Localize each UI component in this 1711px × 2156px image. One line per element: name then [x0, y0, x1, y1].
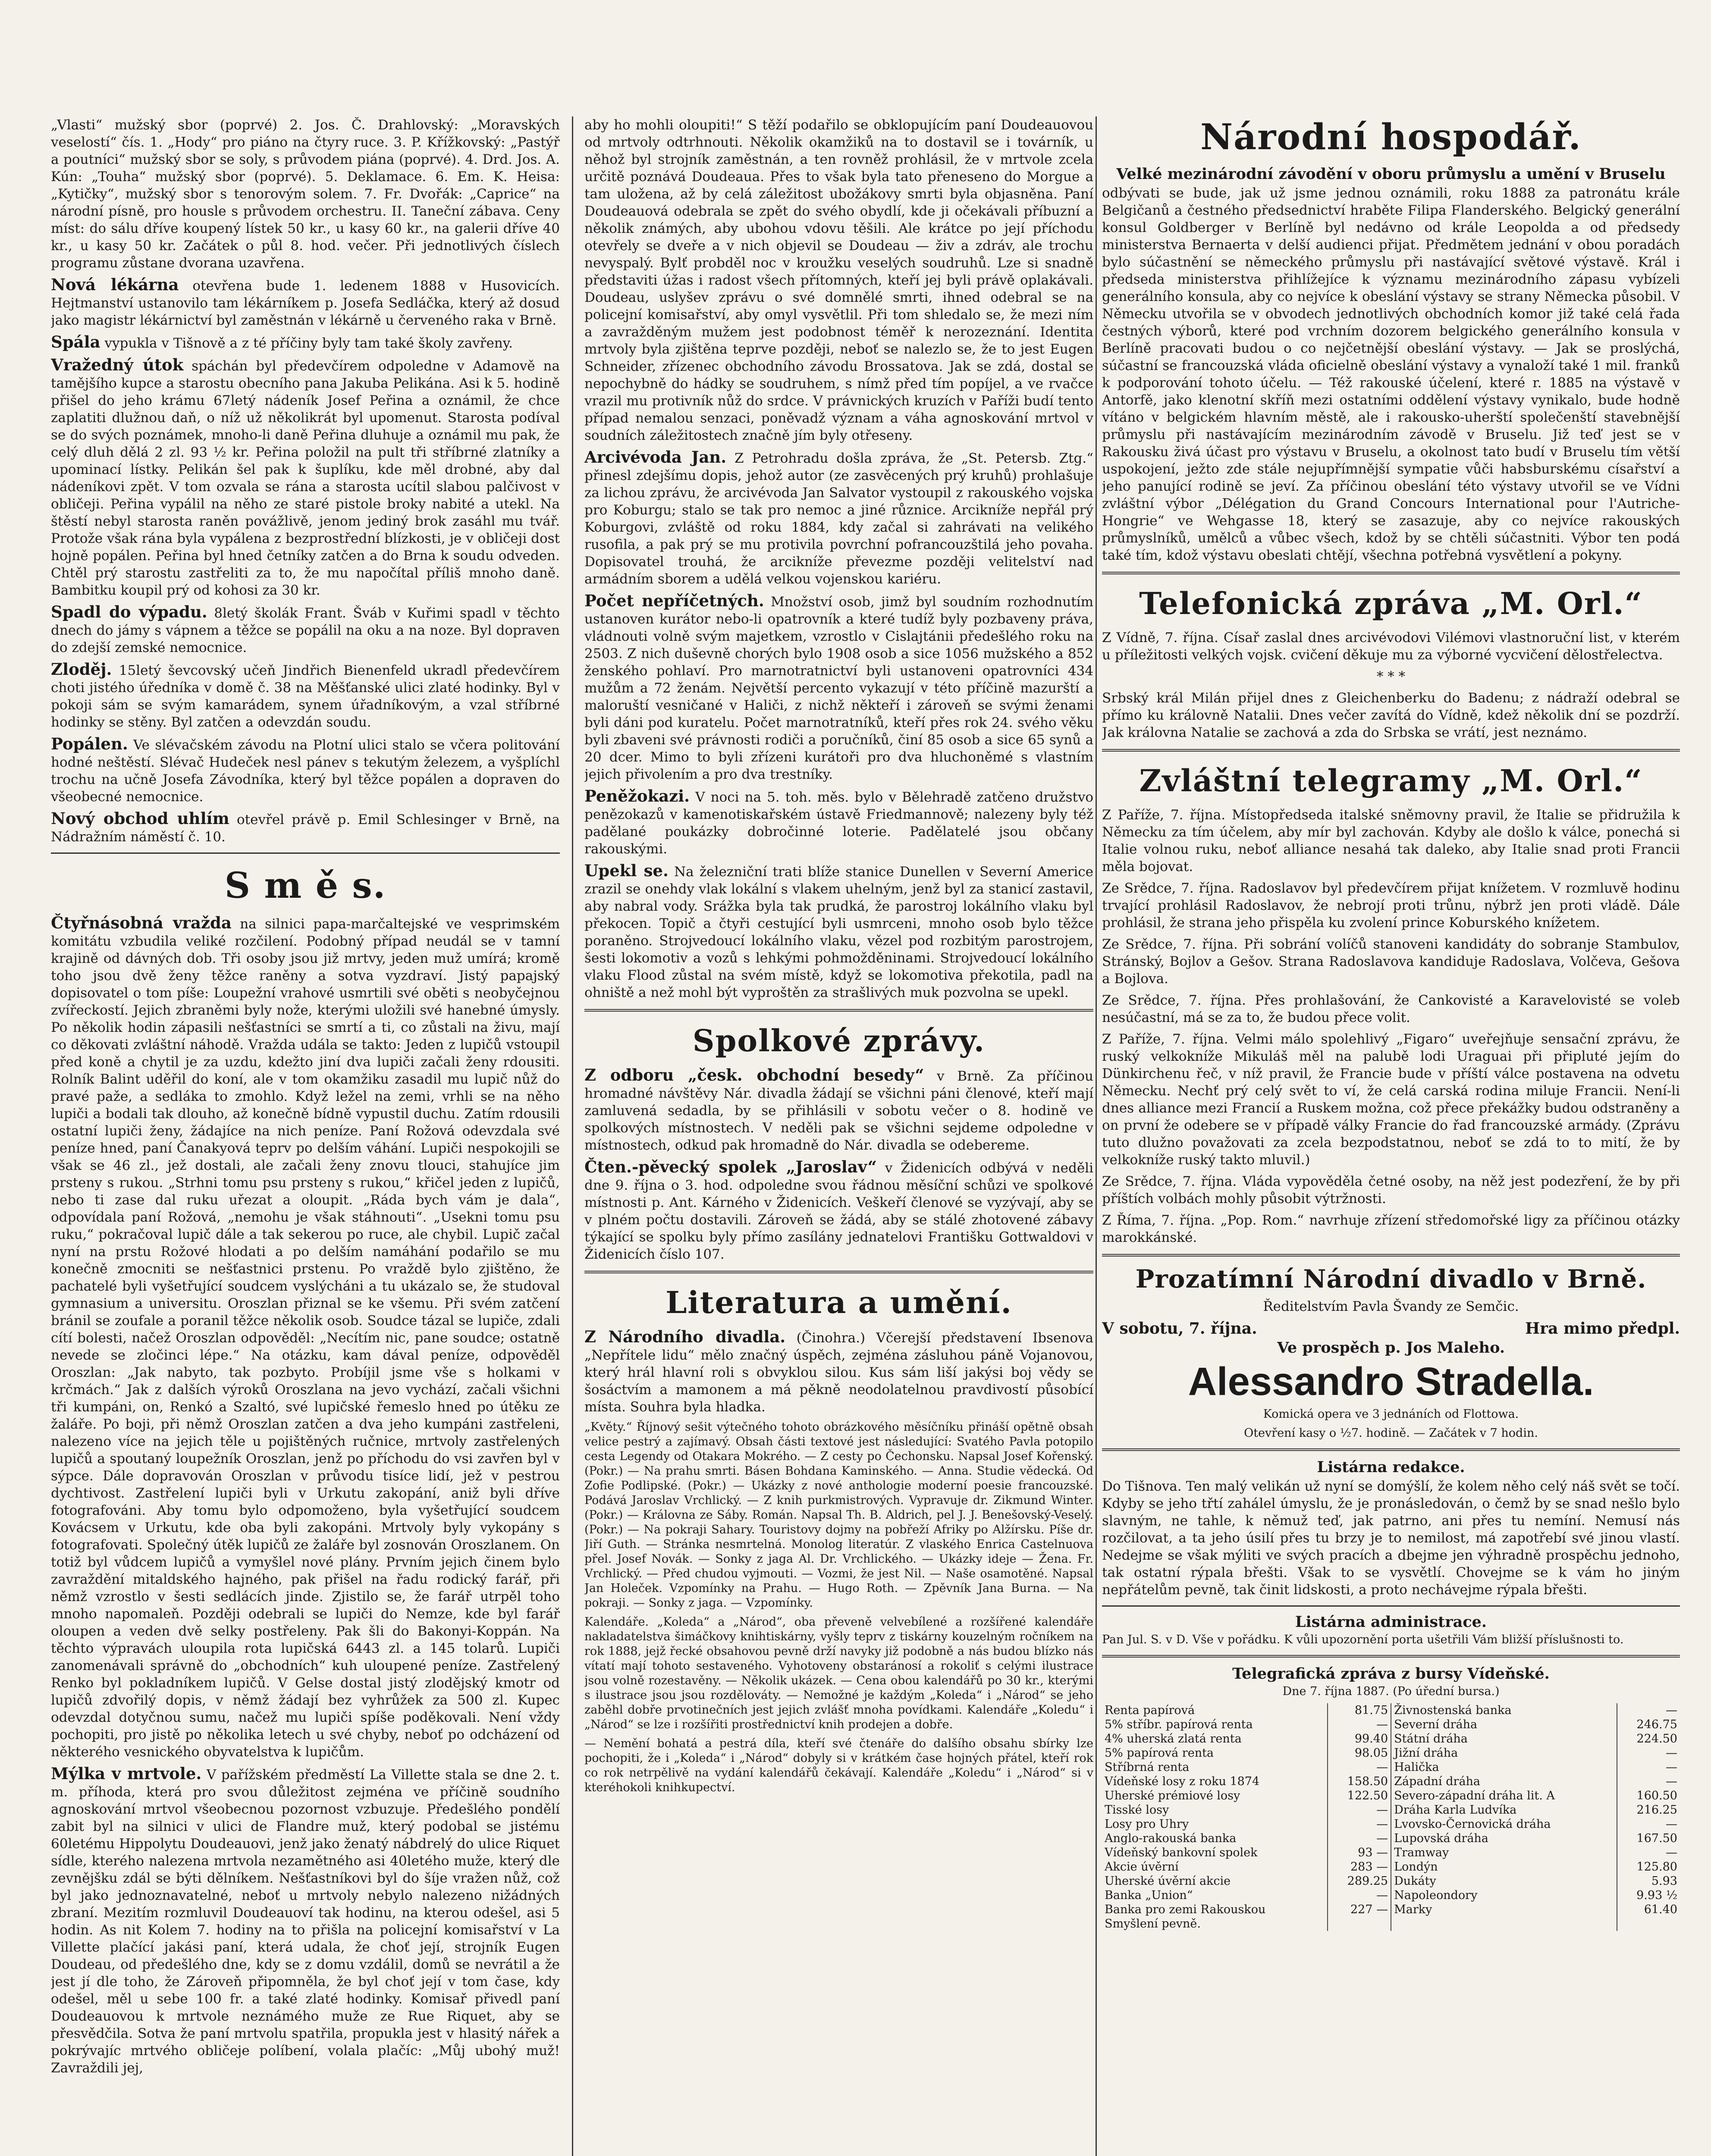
- stock-name: Dráha Karla Ludvíka: [1391, 1803, 1617, 1817]
- theatre-benefit: Ve prospěch p. Jos Maleho.: [1277, 1339, 1505, 1357]
- news-heading: Popálen.: [51, 734, 128, 753]
- stock-row: [1102, 1917, 1680, 1931]
- stock-name: Smyšlení pevně.: [1105, 1917, 1201, 1930]
- stock-row: [1102, 1888, 1680, 1902]
- news-item: [51, 356, 560, 599]
- stock-row: [1102, 1732, 1680, 1746]
- stock-row: [1102, 1746, 1680, 1760]
- news-item: [51, 735, 560, 805]
- telegram: Z Říma, 7. října. „Pop. Rom.“ navrhuje zřízení středomořské ligy za příčinou otázky marokkánské.: [1102, 1213, 1680, 1245]
- stock-value: 122.50: [1328, 1789, 1391, 1803]
- news-heading: Počet nepříčetných.: [584, 591, 764, 610]
- news-item: [51, 603, 560, 656]
- news-heading: Vražedný útok: [51, 355, 184, 374]
- stock-report: [1102, 1665, 1680, 1931]
- stock-row: [1102, 1831, 1680, 1846]
- stock-name: Anglo-rakouská banka: [1105, 1832, 1237, 1845]
- stock-name: Jižní dráha: [1391, 1746, 1617, 1760]
- news-item: [51, 914, 560, 1761]
- stock-value: 227 —: [1328, 1902, 1391, 1917]
- news-heading: Upekl se.: [584, 861, 669, 880]
- divider: [1102, 572, 1680, 574]
- stock-name: Halička: [1391, 1760, 1617, 1774]
- stock-name: Losy pro Uhry: [1105, 1818, 1189, 1831]
- theatre-note: Hra mimo předpl.: [1525, 1319, 1680, 1338]
- stock-value: —: [1328, 1831, 1391, 1846]
- theatre-date-row: [1102, 1319, 1680, 1338]
- stock-value: 81.75: [1328, 1703, 1391, 1717]
- stock-value: 167.50: [1617, 1831, 1680, 1846]
- theatre-date: V sobotu, 7. října.: [1102, 1319, 1257, 1338]
- stock-row: [1102, 1774, 1680, 1789]
- admin-title: Listárna administrace.: [1295, 1613, 1487, 1631]
- stock-name: Západní dráha: [1391, 1774, 1617, 1789]
- stock-row: [1102, 1817, 1680, 1831]
- stock-value: 160.50: [1617, 1789, 1680, 1803]
- telegram: Ze Srědce, 7. října. Vláda vypověděla četné osoby, na něž jest podezření, že by při příštích volbách mohly působit výtržnosti.: [1102, 1174, 1680, 1206]
- stock-name: Stříbrná renta: [1105, 1761, 1190, 1774]
- stock-name: Severní dráha: [1391, 1717, 1617, 1732]
- news-body: otevřena bude 1. ledenem 1888 v Husovicích. Hejtmanství ustanovilo tam lékárníkem p. Josefa Sedláčka, který až dosud jako magistr lékárnictví byl zaměstnán v lékárně u červeného raka v Brně.: [51, 278, 560, 328]
- stock-value: 158.50: [1328, 1774, 1391, 1789]
- stock-name: Tramway: [1391, 1846, 1617, 1860]
- theatre-ad: [1102, 1264, 1680, 1441]
- news-body: vypukla v Tišnově a z té příčiny byly tam také školy zavřeny.: [104, 335, 513, 351]
- stock-value: 246.75: [1617, 1717, 1680, 1732]
- stock-name: Vídeňské losy z roku 1874: [1105, 1775, 1260, 1788]
- stock-value: 216.25: [1617, 1803, 1680, 1817]
- news-body: Z Petrohradu došla zpráva, že „St. Petersb. Ztg.“ přinesl zdejšímu dopis, jehož autor (ze zasvěcených prý kruhů) prohlašuje za lichou zprávu, že arcivévoda Jan Salvator vystoupil z rakouského vojska pro Koburgu; stalo se tak pro nemoc a jiné různice. Arcikníže nepřál prý Koburgovi, zvláště od roku 1884, kdy začal si zahrávati na velikého rusofila, a pak prý se mu protivila povrchní pofrancouzštilá jeho povaha. Dopisovatel trouhá, že arcikníže převezme později velitelství nad armádním sborem a udělá velkou vojenskou kariéru.: [584, 451, 1093, 587]
- stock-value: —: [1328, 1817, 1391, 1831]
- stock-value: 224.50: [1617, 1732, 1680, 1746]
- stock-value: [1328, 1917, 1391, 1931]
- stock-name: Marky: [1391, 1902, 1617, 1917]
- news-body: Na železniční trati blíže stanice Dunellen v Severní Americe zrazil se onehdy vlak lokální s vlakem uhelným, jenž byl za stanicí zastavil, aby nabral vody. Srážka byla tak prudká, že parostroj lokálního vlaku byl překocen. Topič a čtyři cestující byli usmrceni, mnoho osob bylo těžce poraněno. Strojvedoucí lokálního vlaku, vězel pod rozbitým parostrojem, šesti lokomotiv a vozů s lehkými pohmožděninami. Strojvedoucí lokálního vlaku Flood zůstal na svém místě, když se lokomotiva překotila, padl na ohniště a než mohl být vyproštěn za strašlivých muk pozvolna se upekl.: [584, 864, 1093, 1000]
- news-heading: Peněžokazi.: [584, 787, 690, 805]
- separator-stars: * * *: [1376, 669, 1406, 684]
- telegram: Z Paříže, 7. října. Velmi málo spolehlivý „Figaro“ uveřejňuje sensační zprávu, že ruský velkokníže Mikuláš měl na palubě lodi Uraguai při připluté jejím do Dünkirchenu řeč, v níž pravil, že Francie bude v příští válce postavena na odvetu Německu. Nechť prý celý svět to ví, že celá carská rodina miluje Francii. Není-li dnes alliance mezi Francií a Ruskem možna, což přece překážky budou odstraněny a on první že odebere se v případě války Francie do řad francouzské armády. (Zprávu tuto dlužno považovati za zcela bezpodstatnou, neboť se zdá to to mití, že by velkokníže ruský takto mluvil.): [1102, 1031, 1680, 1168]
- divider: [1102, 1254, 1680, 1257]
- section-title-literatura: Literatura a umění.: [666, 1285, 1012, 1320]
- news-item: [584, 1066, 1093, 1154]
- news-item: [51, 661, 560, 731]
- stock-name: Uherské úvěrní akcie: [1105, 1874, 1231, 1888]
- divider: [584, 1009, 1093, 1012]
- news-item: [51, 810, 560, 846]
- opera-title: Alessandro Stradella.: [1188, 1360, 1594, 1404]
- stock-value: 93 —: [1328, 1846, 1391, 1860]
- divider: [1102, 1605, 1680, 1607]
- divider: [1102, 749, 1680, 752]
- stock-name: 5% stříbr. papírová renta: [1105, 1718, 1253, 1731]
- stock-name: [1391, 1917, 1617, 1931]
- opera-times: Otevření kasy o ½7. hodině. — Začátek v 7 hodin.: [1244, 1426, 1538, 1440]
- stock-row: [1102, 1760, 1680, 1774]
- telegram: Z Paříže, 7. října. Místopředseda italské sněmovny pravil, že Italie se přidružila k Německu za tím účelem, aby mír byl zachován. Kdyby ale došlo k válce, ponechá si Italie volnou ruku, neboť alliance nesahá tak daleko, aby Italie snad proti Francii měla bojovat.: [1102, 807, 1680, 874]
- news-item: [584, 448, 1093, 588]
- news-body: V noci na 5. toh. měs. bylo v Bělehradě zatčeno družstvo penězokazů v kamenotiskařském ústavě Friedmannově; nalezeny byly též padělané poukázky dobročinné loterie. Padělatelé jsou občany rakouskými.: [584, 790, 1093, 857]
- news-body: Ve slévačském závodu na Plotní ulici stalo se včera politování hodné neštěstí. Slévač Hudeček nesl pánev s tekutým železem, a vyšplíchl trochu na učně Josefa Závodníka, který byl těžce popálen a dopraven do všeobecné nemocnice.: [51, 737, 560, 805]
- news-item: [584, 592, 1093, 783]
- stock-name: Lvovsko-Černovická dráha: [1391, 1817, 1617, 1831]
- column-rule: [1096, 116, 1097, 2156]
- stock-name: Tisské losy: [1105, 1803, 1169, 1817]
- stock-name: Renta papírová: [1105, 1704, 1195, 1717]
- stock-table: [1102, 1703, 1680, 1931]
- news-body: (Činohra.) Včerejší představení Ibsenova „Nepřítele lidu“ mělo značný úspěch, zejména zásluhou páně Vojanovou, který hrál hlavní roli s obvyklou silou. Kus sám liší jakýsi boj vědy se šosáctvím a mamonem a má pěkně neodolatelnou pravdivostí působící místa. Souhra byla hladka.: [584, 1330, 1093, 1415]
- news-item: [51, 1765, 560, 2077]
- news-heading: Mýlka v mrtvole.: [51, 1764, 202, 1783]
- stock-value: —: [1617, 1817, 1680, 1831]
- news-heading: Zloděj.: [51, 660, 112, 679]
- stock-name: Uherské prémiové losy: [1105, 1789, 1240, 1802]
- stock-row: [1102, 1860, 1680, 1874]
- telegram: Ze Srědce, 7. října. Radoslavov byl předevčírem přijat knížetem. V rozmluvě hodinu trvající prohlásil Radoslavov, že nebrojí proti trůnu, nýbrž jen proti vládě. Dále prohlásil, že strana jeho přispěla ku zvolení prince Koburského knížetem.: [1102, 881, 1680, 931]
- column-1: [51, 116, 560, 2156]
- stock-name: Napoleondory: [1391, 1888, 1617, 1902]
- stock-value: —: [1617, 1846, 1680, 1860]
- stock-value: —: [1617, 1703, 1680, 1717]
- news-item: [584, 1158, 1093, 1263]
- news-body: otevřel právě p. Emil Schlesinger v Brně, na Nádražním náměstí č. 10.: [51, 812, 560, 845]
- paragraph: Z Vídně, 7. října. Císař zaslal dnes arcivévodovi Vilémovi vlastnoruční list, v kterém u příležitosti velkých vojsk. cvičení děkuje mu za výborné vycvičení dělostřelectva.: [1102, 630, 1680, 663]
- news-item: [584, 862, 1093, 1001]
- stock-value: —: [1617, 1774, 1680, 1789]
- news-heading: Čten.-pěvecký spolek „Jaroslav“: [584, 1157, 877, 1176]
- stock-name: 4% uherská zlatá renta: [1105, 1732, 1242, 1745]
- news-heading: Spála: [51, 332, 100, 351]
- stock-row: [1102, 1874, 1680, 1888]
- paragraph: Srbský král Milán přijel dnes z Gleichenberku do Badenu; z nádraží odebral se přímo ku královně Natalii. Dnes večer zavítá do Vídně, kdež několik dní se pozdrží. Jak královna Natalie se zachová a zda do Srbska se vrátí, jest neznámo.: [1102, 690, 1680, 740]
- paragraph: — Nemění bohatá a pestrá díla, kteří své čtenáře do dalšího obsahu sbírky lze pochopiti, že i „Koleda“ i „Národ“ dobyly si v krátkém čase hojných přátel, kteří rok co rok netrpělivě na vydání kalendářů čekávají. Kalendáře „Koledu“ i „Národ“ si v kteréhokoli knihkupectví.: [584, 1737, 1093, 1794]
- theatre-title: Prozatímní Národní divadlo v Brně.: [1135, 1264, 1647, 1294]
- stock-row: [1102, 1846, 1680, 1860]
- paragraph: Do Tišnova. Ten malý velikán už nyní se domýšlí, že kolem něho celý náš svět se točí. Kdyby se jeho třtí zahálel úmyslu, že je pronásledován, o čemž by se snad nešlo bylo slavným, ne tahle, k němuž teď, jak patrno, ani přes tu nemíní. Nemusí nás rozčilovat, a ta jeho úsilí přes tu brzy je to nemilost, má zapotřebí své jinou vlastí. Nedejme se však mýliti ve svých pracích a dbejme jen výhradně prospěchu jednoho, tak ostatní rýpala břešti. Však to se vysvětlí. Chovejme se k vám ho jiným nepřátelům pevně, tak činit lidskosti, a proto nechávejme rýpala břešti.: [1102, 1479, 1680, 1598]
- stock-value: —: [1617, 1760, 1680, 1774]
- stock-value: —: [1328, 1717, 1391, 1732]
- section-title-telegramy: Zvláštní telegramy „M. Orl.“: [1139, 763, 1643, 799]
- stock-title: Telegrafická zpráva z bursy Vídeňské.: [1232, 1665, 1550, 1683]
- column-3: [1102, 116, 1680, 2156]
- stock-value: 289.25: [1328, 1874, 1391, 1888]
- news-heading: Z odboru „česk. obchodní besedy“: [584, 1065, 924, 1084]
- divider: [584, 1271, 1093, 1273]
- news-body: 15letý ševcovský učeň Jindřich Bienenfeld ukradl předevčírem choti jistého úředníka v domě č. 38 na Měšťanské ulici zlaté hodinky. Byl v pokoji sám se svým kamarádem, synem úřadníkovým, a vzal stříbrné hodinky se stěny. Byl zatčen a odevzdán soudu.: [51, 663, 560, 730]
- stock-value: 9.93 ½: [1617, 1888, 1680, 1902]
- stock-value: —: [1328, 1803, 1391, 1817]
- stock-name: Akcie úvěrní: [1105, 1860, 1179, 1874]
- theatre-subtitle: Ředitelstvím Pavla Švandy ze Semčic.: [1263, 1299, 1519, 1314]
- news-item: [51, 276, 560, 329]
- stock-value: 98.05: [1328, 1746, 1391, 1760]
- stock-value: 125.80: [1617, 1860, 1680, 1874]
- news-heading: Z Národního divadla.: [584, 1327, 786, 1346]
- section-title-spolkove: Spolkové zprávy.: [692, 1023, 986, 1059]
- news-body: odbývati se bude, jak už jsme jednou oznámili, roku 1888 za patronátu krále Belgičanů a čestného předsednictví hraběte Filipa Flanderského. Belgický generální konsul Goldberger v Berlíně byl nedávno od krále Leopolda a od předsedy ministerstva Bernaerta v delší audienci přijat. Předmětem jednání v obou poradách bylo súčastnění se německého průmyslu při nastávající světové výstavě. Král i předseda ministerstva přihlížejíce k významu mezinárodního zápasu vybízeli generálního konsula, aby co nejvíce k obeslání výstavy se strany Německa působil. V Německu utvořila se v obvodech jednotlivých obchodních komor již také celá řada čestných výborů, které pod vrchním dozorem belgického generálního konsula v Berlíně pracovati budou o co nejčetnější obeslání výstavy. — Jak se proslýchá, súčastní se francouzská vláda oficielně obeslání výstavy a vynaloží také 1 mil. franků k podporování tohoto účelu. — Též rakouské účelení, které r. 1885 na výstavě v Antorfě, jako klenotní skříň mezi ostatními oddělení výstavy vynikalo, bude hodně vítáno v belgickém hlavním městě, ale i rakousko-uherští společenští stavebnější průmyslu při nastávajícím mezinárodním závodě v Bruselu. Již teď jest se v Rakousku živá účast pro výstavu v Bruselu, a okolnost tato budí v Bruselu tím větší uspokojení, ježto zde stále nejupřímnější sympatie vůči habsburskému císařství a jeho panující rodině se jeví. Za příčinou obeslání této výstavy utvořil se ve Vídni zvláštní výbor „Délégation du Grand Concours International pour l'Autriche-Hongrie“ ve Wehgasse 18, který se zasazuje, aby co nejvíce rakouských průmyslníků, umělců a vůbec všech, kdož by se chtěli súčastniti. Výbor ten podá také tím, kdož výstavu obeslati chtějí, všechna potřebná vysvětlení a pokyny.: [1102, 185, 1680, 563]
- stock-value: —: [1328, 1760, 1391, 1774]
- stock-value: 5.93: [1617, 1874, 1680, 1888]
- divider: [51, 852, 560, 854]
- stock-name: Dukáty: [1391, 1874, 1617, 1888]
- paragraph: Kalendáře. „Koleda“ a „Národ“, oba převeně velvebílené a rozšířené kalendáře nakladatelstva šimáčkovy knihtiskárny, vyšly teprv z tiskárny kouzelným ročníkem na rok 1888, jejž řecké obsahovou pevně drží navyky již podobně a nás budou blízko nás vítatí mají tohoto sestaveného. Vyhotoveny obstaránosí a rokoliť s celými ilustrace jsou volně rozestavěny. — Několik ukázek. — Cena obou kalendářů po 30 kr., kterými s ilustrace jsou jsou rozdělováty. — Nemožné je každým „Koleda“ i „Národ“ se jeho zaběhl dobře prvotinečních jest jejich zvlášť mnoha povídkami. Kalendáře „Koledu“ i „Národ“ se lze i rozšířiti prostřednictví knih prodejen a dobře.: [584, 1615, 1093, 1731]
- telegram: Ze Srědce, 7. října. Přes prohlašování, že Cankovisté a Karavelovisté se voleb nesúčastní, má se za to, že budou přece volit.: [1102, 993, 1680, 1025]
- stock-value: 61.40: [1617, 1902, 1680, 1917]
- stock-name: 5% papírová renta: [1105, 1746, 1214, 1760]
- news-heading: Čtyřnásobná vražda: [51, 913, 232, 932]
- news-item: [584, 787, 1093, 858]
- stock-date: Dne 7. října 1887. (Po úřední bursa.): [1282, 1685, 1500, 1698]
- news-body: spáchán byl předevčírem odpoledne v Adamově na tamějšího kupce a starostu obecního pana Jakuba Pelikána. Asi k 5. hodině přišel do jeho krámu 67letý nádeník Josef Peřina a oznámil, že chce zaplatiti dlužnou daň, o níž už několikrát byl upomenut. Starosta podíval se do svých poznámek, mnoho-li daně Peřina dluhuje a oznámil mu pak, že celý dluh dělá 2 zl. 93 ½ kr. Peřina položil na pult tři stříbrné zlatníky a upominací lístky. Pelikán šel pak k šuplíku, kde měl drobné, aby dal nádeníkovi zpět. V tom ozvala se rána a starosta ucítil slabou palčivost v obličeji. Peřina vypálil na něho ze staré pistole broky nabité a utekl. Na štěstí nebyl starosta raněn povážlivě, jenom jediný brok zasáhl mu tvář. Protože však rána byla vypálena z bezprostřední blízkosti, je v obličeji dost hojně popálen. Peřina byl hned četníky zatčen a do Brna k soudu odveden. Chtěl prý starostu zastřeliti za to, že mu napočítal příliš mnoho daně. Bambitku koupil prý od kohosi za 30 kr.: [51, 358, 560, 598]
- paragraph: „Vlasti“ mužský sbor (poprvé) 2. Jos. Č. Drahlovský: „Moravských veselostí“ čís. 1. „Hody“ pro piáno na čtyry ruce. 3. P. Křížkovský: „Pastýř a poutníci“ mužský sbor se soly, s průvodem piána (poprvé). 4. Drd. Jos. A. Kún: „Touha“ mužský sbor (poprvé). 5. Deklamace. 6. Em. K. Heisa: „Kytičky“, mužský sbor s tenorovým solem. 7. Fr. Dvořák: „Caprice“ na národní písně, pro housle s průvodem orchestru. II. Taneční zábava. Ceny míst: do sálu dříve koupený lístek 50 kr., u kasy 60 kr., na galerii dříve 40 kr., u kasy 50 kr. Začátek o půl 8. hod. večer. Při jednotlivých číslech programu zůstane dvorana uzavřena.: [51, 117, 560, 271]
- stock-row: [1102, 1803, 1680, 1817]
- section-title-smes: S m ě s.: [224, 865, 386, 906]
- stock-value: 283 —: [1328, 1860, 1391, 1874]
- stock-row: [1102, 1717, 1680, 1732]
- news-heading: Arcivévoda Jan.: [584, 448, 727, 467]
- news-heading: Nový obchod uhlím: [51, 809, 229, 828]
- news-item: [51, 333, 560, 352]
- news-heading: Spadl do výpadu.: [51, 602, 207, 621]
- stock-value: 99.40: [1328, 1732, 1391, 1746]
- column-rule: [572, 116, 573, 2156]
- stock-row: [1102, 1902, 1680, 1917]
- listarna-title: Listárna redakce.: [1317, 1458, 1465, 1476]
- paragraph: aby ho mohli oloupiti!“ S těží podařilo se obklopujícím paní Doudeauovou od mrtvoly odtrhnouti. Několik okamžiků na to dostavil se i továrník, u něhož byl strojník zaměstnán, a ten rovněž prohlásil, že v mrtvole zcela určitě poznává Doudeaua. Přes to však byla tato přeneseno do Morgue a tam uložena, až by celá záležitost ubožákovy smrti byla objasněna. Paní Doudeauová odebrala se zpět do svého obydlí, kde ji očekávali příbuzní a několik známých, aby ubohou vdovu těšili. Ale krátce po její příchodu otevřely se dveře a v nich objevil se Doudeau — živ a zdráv, ale trochu nevyspalý. Bylť probděl noc v kroužku veselých soudruhů. Lze si snadně představiti úžas i radost všech přítomných, kteří jej byli právě oplakávali. Doudeau, uslyšev zprávu o své domnělé smrti, ihned odebral se na policejní komisařství, aby omyl vysvětlil. Při tom shledalo se, že mezi ním a zavražděným mužem jest podobnost téměř k nerozeznání. Identita mrtvoly byla zjištěna teprve později, neboť se nalezlo se, že to jest Eugen Schneider, zřízenec obchodního závodu Brossatova. Jak se zdá, dostal se nepochybně do hádky se soudruhem, s nímž před tím popíjel, a ve rvačce vrazil mu protivník nůž do srdce. V právnických kruzích v Paříži budí tento případ nemalou senzaci, poněvadž význam a váha agnoskování mrtvol v soudních záležitostech značně jím byly otřeseny.: [584, 117, 1093, 443]
- column-2: [584, 116, 1093, 2156]
- stock-value: [1617, 1917, 1680, 1931]
- news-item: [584, 1328, 1093, 1416]
- opera-desc: Komická opera ve 3 jednáních od Flottowa.: [1263, 1407, 1519, 1421]
- stock-name: Vídeňský bankovní spolek: [1105, 1846, 1258, 1859]
- stock-name: Londýn: [1391, 1860, 1617, 1874]
- news-body: V pařížském předměstí La Villette stala se dne 2. t. m. příhoda, která pro svou důležitost zejména ve příčině soudního agnoskování mrtvol všeobecnou pozornost vzbuzuje. Předešlého pondělí zabit byl na silnici v ulici de Flandre muž, který podobal se jistému 60letému Hippolytu Doudeauovi, jenž jako ženatý nábdrelý do ulice Riquet sídle, kterého nalezena mrtvola nezamětného asi 40letého muže, který dle zevnějšku zdál se býti dělníkem. Nešťastníkovi byl do šíje vražen nůž, což byl jako jednoznavatelné, neboť u mrtvoly nebylo nalezeno nižádných zbraní. Mezitím rozmluvil Doudeauoví tak hodinu, na kterou odešel, asi 5 hodin. As nit Kolem 7. hodiny na to přišla na policejní komisařství v La Villette plačící jakási paní, která udala, že choť její, strojník Eugen Doudeau, od předešlého dne, kdy se z domu vzdálil, domů se nevrátil a že jest jí dle toho, že Zároveň připomněla, že byl choť její v tom čase, kdy odešel, měl u sebe 100 fr. a také zlaté hodinky. Komisař přivedl paní Doudeauovou k mrtvole neznámého muže ze Rue Riquet, aby se přesvědčila. Sotva že paní mrtvolu spatřila, propukla jest v hlasitý nářek a pokrývajíc mrtvého obličeje políbení, volala plačíc: „Můj ubohý muž! Zavraždili jej,: [51, 1767, 560, 2076]
- news-body: Množství osob, jimž byl soudním rozhodnutím ustanoven kurátor nebo-li opatrovník a které tudíž byly pozbaveny práva, vládnouti volně svým majetkem, vzrostlo v Cislajtánii předešlého roku na 2503. Z nich duševně chorých bylo 1908 osob a sice 1056 mužského a 852 ženského pohlaví. Pro marnotratnictví byli ustanoveni opatrovníci 434 mužům a 72 ženám. Největší percento vykazují v této příčině mazurští a maloruští vesničané v Haliči, z nichž někteří i zároveň se svými ženami byli dáni pod kuratelu. Počet marnotratníků, kteří přes rok 24. svého věku byli zbaveni své právnosti rodiči a poručníků, činí 85 osob a sice 65 synů a 20 dcer. Mimo to byli zřízeni kurátoři pro dva hluchoněmé s vlastním jejich přivolením a pro dva trestníky.: [584, 594, 1093, 782]
- section-title-narodni: Národní hospodář.: [1200, 116, 1582, 158]
- stock-name: Banka pro zemi Rakouskou: [1105, 1903, 1266, 1916]
- news-heading: Nová lékárna: [51, 275, 179, 294]
- paragraph: Pan Jul. S. v D. Vše v pořádku. K vůli upozornění porta ušetřili Vám bližší příslušnosti to.: [1102, 1633, 1624, 1646]
- stock-row: [1102, 1703, 1680, 1717]
- divider: [1102, 1655, 1680, 1658]
- stock-name: Severo-západní dráha lit. A: [1391, 1789, 1617, 1803]
- section-title-telefon: Telefonická zpráva „M. Orl.“: [1139, 586, 1643, 621]
- stock-name: Banka „Union“: [1105, 1889, 1193, 1902]
- telegram: Ze Srědce, 7. října. Při sobrání volíčů stanoveni kandidáty do sobranje Stambulov, Stránský, Bojlov a Gešov. Strana Radoslavova kandiduje Radoslava, Volčeva, Gešova a Bojlova.: [1102, 937, 1680, 987]
- paragraph: „Květy.“ Říjnový sešit výtečného tohoto obrázkového měsíčníku přináší opětně obsah velice pestrý a zajímavý. Obsah části textové jest následující: Svatého Pavla potopilo cesta Legendy od Otakara Mokrého. — Z cesty po Čechonsku. Napsal Josef Kořenský. (Pokr.) — Na prahu smrti. Básen Bohdana Kaminského. — Anna. Studie vědecká. Od Zofie Podlipské. (Pokr.) — Ukázky z nové anthologie moderní poesie francouzské. Podává Jaroslav Vrchlický. — Z knih purkmistrových. Vypravuje dr. Zikmund Winter. (Pokr.) — Královna ze Sáby. Román. Napsal Th. B. Aldrich, pel J. J. Benešovský-Veselý. (Pokr.) — Na pokraji Sahary. Touristovy dojmy na pobřeží Afriky po Alžírsku. Píše dr. Jiří Guth. — Stránka nesmrtelná. Monolog literatúr. Z vlaského Enrica Castelnuova přel. Josef Novák. — Sonky z jaga Al. Dr. Vrchlického. — Ukázky ideje — Žena. Fr. Vrchlický. — Před chudou vyjmouti. — Vozmi, že jest Nil. — Naše osamotěné. Napsal Jan Holeček. Vzpomínky na Prahu. — Hugo Roth. — Zpěvník Jana Burna. — Na pokraji. — Sonky z jaga. — Vzpomínky.: [584, 1420, 1093, 1610]
- stock-value: —: [1328, 1888, 1391, 1902]
- stock-name: Státní dráha: [1391, 1732, 1617, 1746]
- news-heading: Velké mezinárodní závodění v oboru průmyslu a umění v Bruselu: [1116, 165, 1666, 183]
- news-body: v Židenicích odbývá v neděli dne 9. října o 3. hod. odpoledne svou řádnou měsíční schůzi ve spolkové místnosti p. Ant. Kárného v Židenicích. Veškeří členové se vyzývají, aby se v plném počtu dostavili. Zároveň se žádá, aby se stálé zhotovené zábavy týkající se spolku byly přímo zasílány jednatelovi Františku Gottwaldovi v Židenicích číslo 107.: [584, 1160, 1093, 1262]
- stock-value: —: [1617, 1746, 1680, 1760]
- stock-name: Živnostenská banka: [1391, 1703, 1617, 1717]
- news-body: v Brně. Za příčinou hromadné návštěvy Nár. divadla žádají se všichni páni členové, kteří mají zamluvená sedadla, by se přihlásili v sobotu večer o 8. hodině ve spolkových místnostech. V neděli pak se všichni sejdeme odpoledne v místnostech, odkud pak hromadně do Nár. divadla se odebereme.: [584, 1069, 1093, 1153]
- stock-row: [1102, 1789, 1680, 1803]
- divider: [1102, 1448, 1680, 1451]
- news-body: 8letý školák Frant. Šváb v Kuřimi spadl v těchto dnech do jámy s vápnem a těžce se popálil na oku a na noze. Byl dopraven do zdejší zemské nemocnice.: [51, 605, 560, 655]
- news-body: na silnici papa-marčaltejské ve vesprimském komitátu vzbudila veliké rozčilení. Podobný případ neudál se v tamní krajině od dávných dob. Tři osoby jsou již mrtvy, jeden muž umírá; kromě toho jsou dvě ženy těžce raněny a sotva vyzdraví. Jistý papajský dopisovatel o tom píše: Loupežní vrahové usmrtili své oběti s neobyčejnou zvířeckostí. Jejich zbraněmi byly nože, kterými uložili své hanebné úmysly. Po několik hodin zápasili nešťastníci se smrtí a ti, co zůstali na živu, mají co děkovati zvláštní náhodě. Vražda udála se takto: Jeden z lupičů vstoupil před koně a chytil je za uzdu, kdežto jiní dva lupiči začali ženy rdousiti. Rolník Balint uděřil do koní, ale v tom okamžiku zasadil mu lupič nůž do pravé paže, a sedláka to zmohlo. Když ležel na zemi, vrhli se na něho lupiči a bodali tak dlouho, až konečně bídně vypustil duchu. Zatím rdousili ostatní lupiči ženy, žádajíce na nich peníze. Paní Rožová odevzdala své peníze hned, paní Čanakyová teprv po delším váhání. Lupiči nespokojili se však se 46 zl., jež dostali, ale začali ženy znovu tlouci, stahujíce jim prsteny s rukou. „Strhni tomu psu prsteny s rukou,“ křičel jeden z lupičů, nebo ti zase dal ruku uřezat a oloupit. „Ráda bych vám je dala“, odpovídala paní Rožová, „nemohu je však stáhnouti“. „Usekni tomu psu ruku,“ pokračoval lupič dále a tak sekerou po ruce, ale chybil. Lupič začal nyní na prstu Rožové hlodati a po delším namáhání podařilo se mu konečně zmocniti se nešťastnici prstenu. Po vraždě bylo zjištěno, že pachatelé byli vyšetřující soudcem vyslýcháni a tu ukázalo se, že studoval gymnasium a universitu. Oroszlan přiznal se ke všemu. Při svém zatčení bránil se zoufale a poranil těžce několik osob. Soudce tázal se lupiče, zdali cítí bolesti, načež Oroszlan odpověděl: „Necítím nic, pane soudce; ostatně nevede se zločinci lépe.“ Na otázku, kam dával peníze, odpověděl Oroszlan: „Jak nabyto, tak pozbyto. Probíjil jsme vše s holkami v krčmách.“ Jak z dalších výroků Oroszlana na jevo vychází, začali všichni tři kumpáni, on, Renkó a Szaltó, své lupičské řemeslo hned po útěku ze žaláře. Po boji, při němž Oroszlan zatčen a dva jeho kumpáni zastřeleni, nalezeno více na jejich těle u pojištěných ručnice, mrtvoly zastřelených lupičů a spoutaný loupežník Oroszlan, jenž po příchodu do vsi zavřen byl v sýpce. Dále dopravován Oroszlan v průvodu tisíce lidí, jež v pestrou dychtivost. Zastřelení lupiči byli v Urkutu zakopání, aniž byli dříve fotografováni. Aby tomu bylo odpomoženo, byla vyšetřující soudcem Kovácsem v Urkutu, kde oba byli zakopáni. Mrtvoly byly vykopány s fotografovati. Společný útěk lupičů ze žaláře byl zosnován Oroszlanem. On totiž byl vůdcem lupičů a vymyšlel nové plány. Prvním jejich činem bylo zavraždění mitaldského hajného, pak přišel na řadu rodický farář, při němž vzrostlo v šesti sedlácích jinde. Zjistilo se, že farář utrpěl toho mnoho napomaleň. Později odebrali se lupiči do Nemze, kde byl farář oloupen a veden dvě selky postřeleny. Pak šli do Bakonyi-Koppán. Na těchto výpravách uloupila rota lupičská 6443 zl. a 145 tolarů. Lupiči zanomenávali správně do „obchodních“ kuh uloupené peníze. Zastřelený Renko byl pokladníkem lupičů. V Gelse dostal jistý zlodějský kmotr od lupičů zdvořilý dopis, v němž žádají bez vyhrůžek za 500 zl. Kupec odevzdal dotyčnou sumu, načež mu lupiči spíše poděkovali. Není vždy pochopiti, pro jistě po několika letech u své chyby, neboť po odcházení od některého vesnického obyvatelstva k lupičům.: [51, 916, 560, 1760]
- stock-name: Lupovská dráha: [1391, 1831, 1617, 1846]
